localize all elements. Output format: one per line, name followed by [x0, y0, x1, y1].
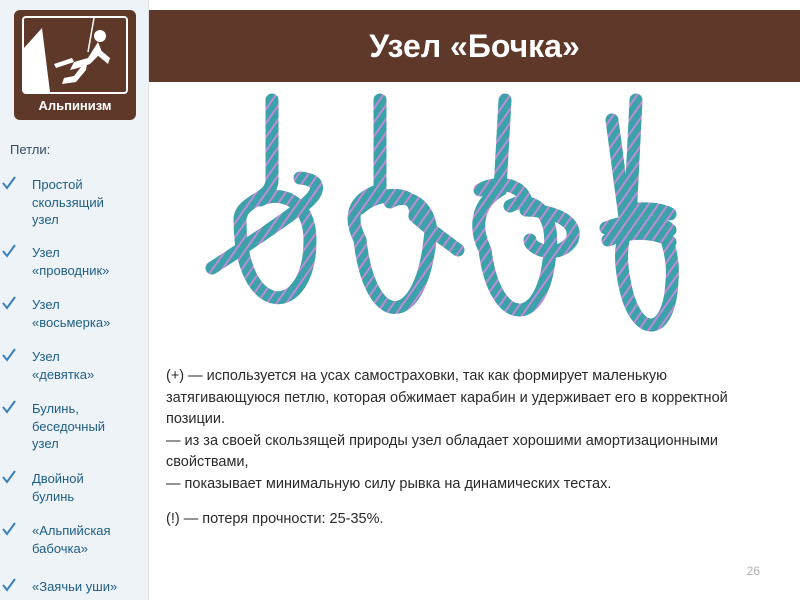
checkmark-icon	[2, 348, 16, 362]
logo-text: Альпинизм	[38, 98, 112, 113]
knot-stage-1	[212, 100, 317, 298]
sidebar-item-label: Простой скользящий узел	[32, 177, 104, 227]
sidebar-item-label: Узел «девятка»	[32, 349, 95, 382]
logo	[14, 10, 136, 120]
sidebar-item-label: Узел «проводник»	[32, 245, 110, 278]
checkmark-icon	[2, 400, 16, 414]
spacer	[166, 495, 780, 509]
sidebar-item-label: Булинь, беседочный узел	[32, 401, 106, 451]
sidebar-item-label: Узел «восьмерка»	[32, 297, 111, 330]
checkmark-icon	[2, 578, 16, 592]
knot-stage-2	[354, 100, 458, 308]
shock-absorb-text: — из за своей скользящей природы узел обладает хорошими амортизационными свойствами,	[166, 432, 719, 470]
knot-illustration	[200, 90, 780, 350]
page-number: 26	[746, 564, 760, 578]
checkmark-icon	[2, 470, 16, 484]
sidebar-item-label: «Заячьи уши»	[32, 579, 118, 594]
checkmark-icon	[2, 522, 16, 536]
strength-loss-text: (!) — потеря прочности: 25-35%.	[166, 511, 384, 527]
description	[166, 366, 780, 531]
climber-icon	[24, 18, 126, 92]
sidebar	[0, 0, 149, 600]
impact-force-text: — показывает минимальную силу рывка на динамических тестах.	[166, 475, 612, 492]
checkmark-icon	[2, 176, 16, 190]
checkmark-icon	[2, 296, 16, 310]
knot-stage-4	[606, 100, 672, 325]
sidebar-item-label: Двойной булинь	[32, 471, 84, 504]
checkmark-icon	[2, 244, 16, 258]
sidebar-title: Петли:	[10, 142, 51, 157]
page-title: Узел «Бочка»	[369, 28, 580, 64]
sidebar-item-label: «Альпийская бабочка»	[32, 523, 111, 556]
knot-stage-3	[479, 100, 573, 310]
title-bar	[149, 10, 800, 82]
pros-text: (+) — используется на усах самостраховки, так как формирует маленькую затягивающуюся петлю, которая обжимает карабин и удерживает его в корректной позиции.	[166, 368, 728, 427]
climber-icon-frame	[22, 16, 128, 94]
